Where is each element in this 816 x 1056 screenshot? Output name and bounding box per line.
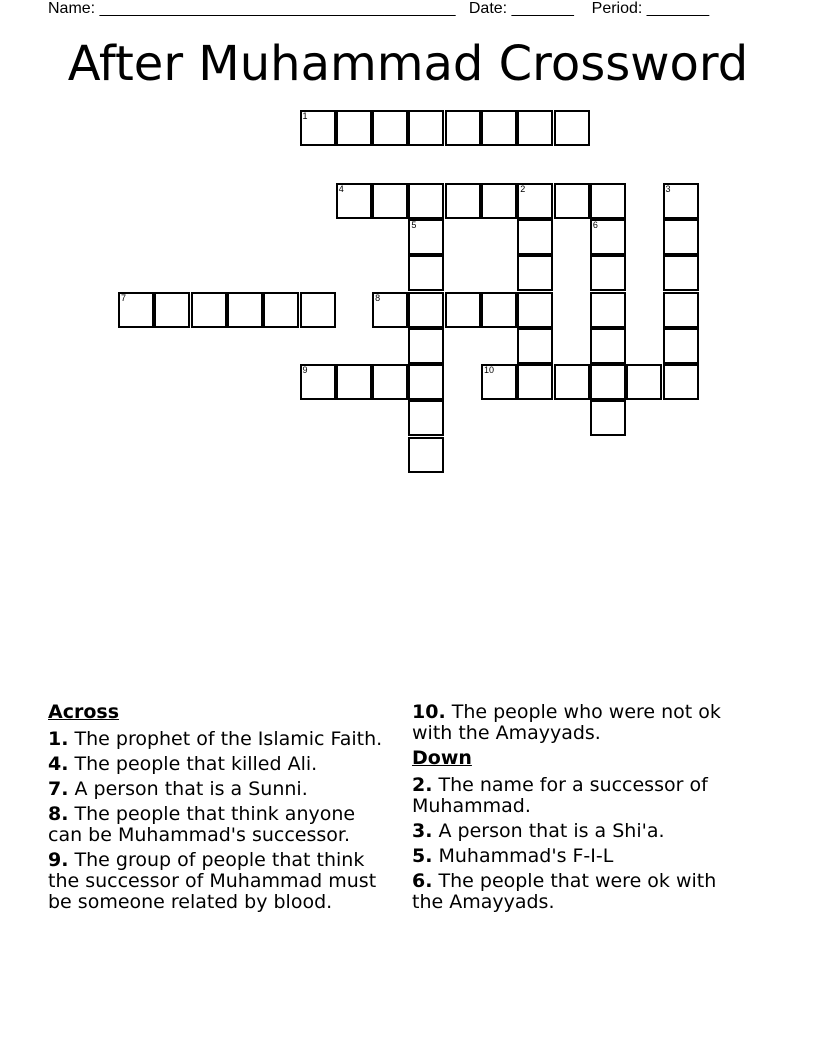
clue-across-4	[48, 754, 388, 775]
crossword-cell[interactable]	[336, 183, 372, 219]
crossword-cell[interactable]	[554, 364, 590, 400]
crossword-cell[interactable]	[408, 328, 444, 364]
crossword-cell[interactable]	[408, 292, 444, 328]
crossword-cell[interactable]	[408, 183, 444, 219]
clues-section	[48, 702, 768, 962]
period-field[interactable]: _______	[646, 0, 710, 17]
clue-across-8	[48, 804, 388, 846]
crossword-cell[interactable]	[590, 328, 626, 364]
clue-text: Muhammad's F-I-L	[438, 845, 614, 867]
crossword-cell[interactable]	[408, 400, 444, 436]
crossword-cell[interactable]	[300, 110, 336, 146]
cell-number: 7	[121, 292, 127, 303]
crossword-cell[interactable]	[590, 292, 626, 328]
crossword-cell[interactable]	[372, 292, 408, 328]
crossword-cell[interactable]	[663, 328, 699, 364]
clue-number: 9.	[48, 849, 69, 871]
clue-text: The people that were ok with the Amayyads.	[412, 870, 717, 913]
cell-number: 6	[592, 219, 598, 230]
cell-number: 2	[520, 183, 526, 194]
period-label: Period:	[591, 0, 643, 17]
crossword-cell[interactable]	[300, 364, 336, 400]
crossword-cell[interactable]	[372, 183, 408, 219]
clue-text: A person that is a Sunni.	[74, 778, 308, 800]
page-title: After Muhammad Crossword	[67, 36, 749, 92]
cell-number: 8	[375, 292, 381, 303]
cell-number: 1	[302, 111, 308, 121]
crossword-cell[interactable]	[590, 219, 626, 255]
cell-number: 10	[484, 365, 495, 376]
crossword-cell[interactable]	[154, 292, 190, 328]
clue-text: The group of people that think the successor of Muhammad must be someone related by blood.	[48, 849, 377, 913]
cell-number: 5	[411, 219, 417, 230]
clue-text: The prophet of the Islamic Faith.	[74, 728, 383, 750]
clue-number: 7.	[48, 778, 69, 800]
cell-number: 4	[338, 183, 344, 194]
clue-number: 8.	[48, 803, 69, 825]
crossword-cell[interactable]	[517, 110, 553, 146]
clue-text: The people that think anyone can be Muhammad's successor.	[48, 803, 356, 846]
clue-across-10	[412, 702, 752, 744]
crossword-cell[interactable]	[554, 110, 590, 146]
crossword-cell[interactable]	[445, 110, 481, 146]
name-label: Name:	[48, 0, 96, 17]
crossword-cell[interactable]	[408, 255, 444, 291]
crossword-cell[interactable]	[408, 219, 444, 255]
crossword-cell[interactable]	[118, 292, 154, 328]
crossword-cell[interactable]	[590, 364, 626, 400]
clue-across-7	[48, 779, 388, 800]
crossword-cell[interactable]	[227, 292, 263, 328]
across-heading: Across	[48, 701, 120, 723]
crossword-cell[interactable]	[481, 183, 517, 219]
crossword-grid	[0, 0, 816, 520]
clue-number: 4.	[48, 753, 69, 775]
crossword-cell[interactable]	[663, 255, 699, 291]
cell-number: 3	[665, 183, 671, 194]
clue-text: The people that killed Ali.	[74, 753, 318, 775]
clue-number: 5.	[412, 845, 433, 867]
crossword-cell[interactable]	[590, 255, 626, 291]
crossword-cell[interactable]	[663, 183, 699, 219]
crossword-cell[interactable]	[517, 328, 553, 364]
crossword-cell[interactable]	[481, 110, 517, 146]
clue-number: 2.	[412, 774, 433, 796]
clue-number: 3.	[412, 820, 433, 842]
crossword-cell[interactable]	[336, 110, 372, 146]
crossword-cell[interactable]	[590, 400, 626, 436]
clue-text: The name for a successor of Muhammad.	[412, 774, 708, 817]
clue-number: 10.	[412, 701, 446, 723]
crossword-cell[interactable]	[336, 364, 372, 400]
crossword-cell[interactable]	[554, 183, 590, 219]
name-field[interactable]: ________________________________________	[99, 0, 456, 17]
crossword-cell[interactable]	[481, 364, 517, 400]
clue-text: A person that is a Shi'a.	[438, 820, 665, 842]
crossword-cell[interactable]	[663, 219, 699, 255]
crossword-cell[interactable]	[517, 364, 553, 400]
crossword-cell[interactable]	[517, 292, 553, 328]
crossword-cell[interactable]	[590, 183, 626, 219]
crossword-cell[interactable]	[663, 292, 699, 328]
clue-text: The people who were not ok with the Amayyads.	[412, 701, 721, 744]
clues-right-column	[412, 702, 752, 917]
clue-across-1	[48, 729, 388, 750]
crossword-cell[interactable]	[663, 364, 699, 400]
clue-number: 6.	[412, 870, 433, 892]
clue-down-3	[412, 821, 752, 842]
date-field[interactable]: _______	[511, 0, 574, 17]
date-label: Date:	[468, 0, 508, 17]
crossword-cell[interactable]	[481, 292, 517, 328]
crossword-cell[interactable]	[408, 437, 444, 473]
clue-down-6	[412, 871, 752, 913]
crossword-cell[interactable]	[191, 292, 227, 328]
cell-number: 9	[302, 365, 308, 376]
crossword-cell[interactable]	[517, 183, 553, 219]
clues-left-column	[48, 702, 388, 917]
clue-across-9	[48, 850, 388, 913]
crossword-cell[interactable]	[263, 292, 299, 328]
crossword-cell[interactable]	[445, 183, 481, 219]
crossword-cell[interactable]	[300, 292, 336, 328]
clue-number: 1.	[48, 728, 69, 750]
down-heading: Down	[412, 747, 472, 769]
crossword-cell[interactable]	[408, 364, 444, 400]
crossword-cell[interactable]	[517, 219, 553, 255]
crossword-cell[interactable]	[626, 364, 662, 400]
crossword-cell[interactable]	[372, 110, 408, 146]
clue-down-5	[412, 846, 752, 867]
crossword-cell[interactable]	[517, 255, 553, 291]
crossword-cell[interactable]	[408, 110, 444, 146]
clue-down-2	[412, 775, 752, 817]
crossword-cell[interactable]	[445, 292, 481, 328]
crossword-cell[interactable]	[372, 364, 408, 400]
